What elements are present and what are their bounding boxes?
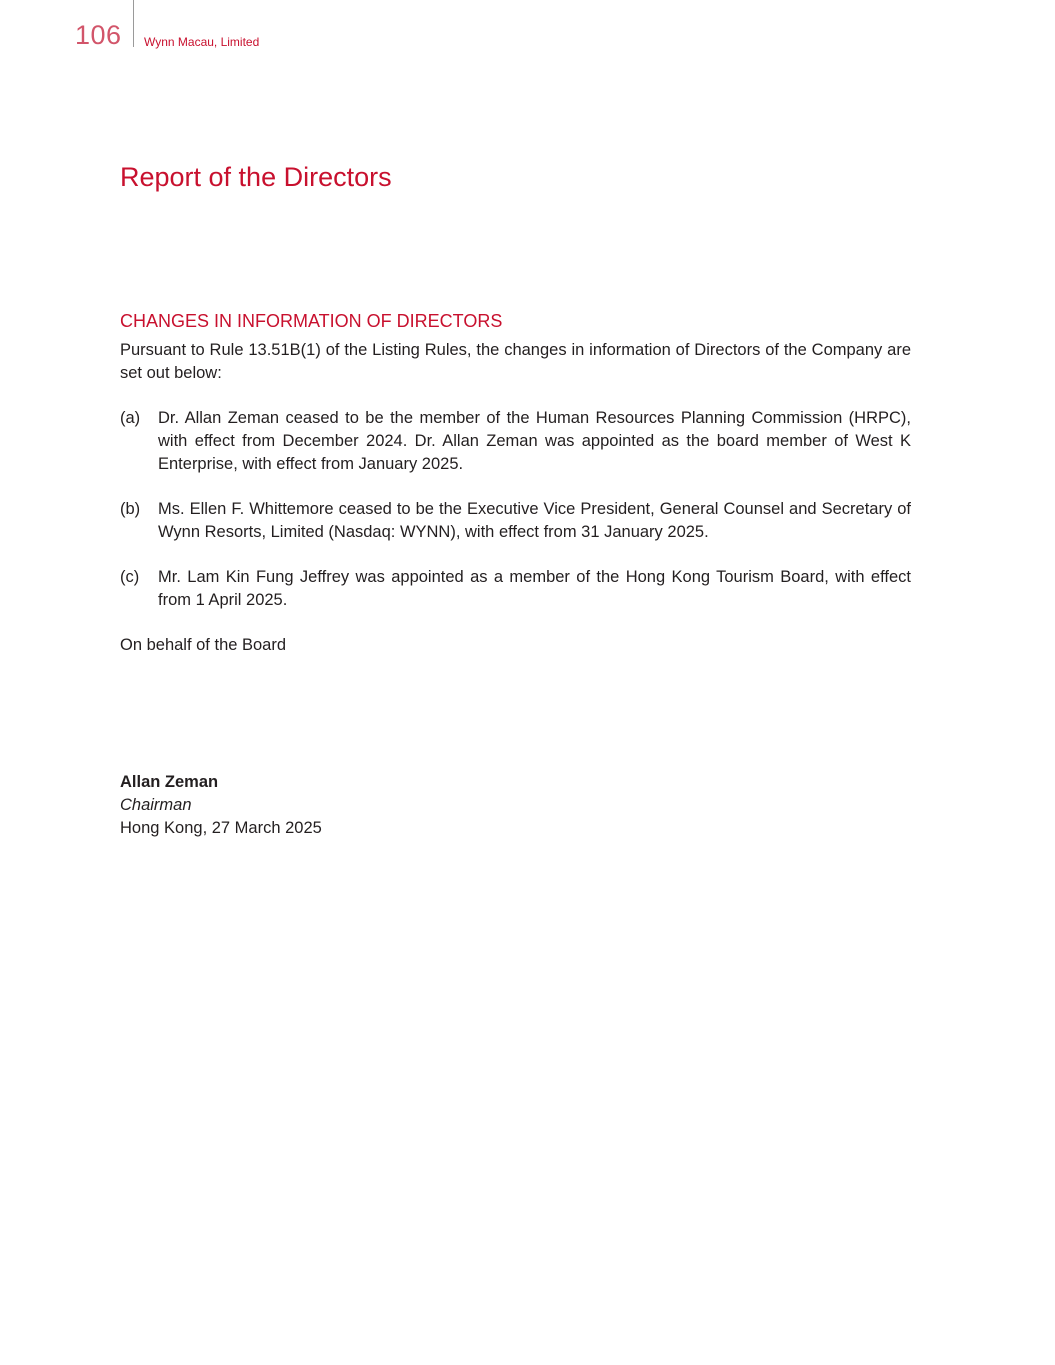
intro-paragraph: Pursuant to Rule 13.51B(1) of the Listing Rules, the changes in information of Directors of the Company are set out below: — [120, 341, 911, 382]
changes-list — [120, 407, 911, 612]
company-name: Wynn Macau, Limited — [144, 35, 260, 49]
list-item — [120, 407, 911, 476]
directors-changes-section — [120, 309, 911, 657]
place-and-date: Hong Kong, 27 March 2025 — [120, 819, 322, 837]
page-number: 106 — [75, 20, 122, 50]
section-heading: CHANGES IN INFORMATION OF DIRECTORS — [120, 311, 503, 331]
list-item — [120, 498, 911, 544]
signatory-name: Allan Zeman — [120, 773, 219, 791]
signature-block — [120, 771, 322, 840]
list-item-text: Ms. Ellen F. Whittemore ceased to be the Executive Vice President, General Counsel and Secretary of Wynn Resorts, Limited (Nasdaq: WYNN), with effect from 31 January 2025. — [158, 500, 911, 541]
signatory-title: Chairman — [120, 796, 192, 814]
header-divider — [133, 0, 134, 47]
list-item-marker: (c) — [120, 568, 140, 586]
list-item-text: Dr. Allan Zeman ceased to be the member of the Human Resources Planning Commission (HRPC), with effect from December 2024. Dr. Allan Zeman was appointed as the board member of West K Enterprise, with effect from January 2025. — [158, 409, 911, 473]
list-item — [120, 566, 911, 612]
on-behalf-line: On behalf of the Board — [120, 636, 287, 654]
list-item-marker: (a) — [120, 409, 141, 427]
list-item-marker: (b) — [120, 500, 141, 518]
page-header — [0, 0, 1055, 60]
list-item-text: Mr. Lam Kin Fung Jeffrey was appointed as a member of the Hong Kong Tourism Board, with effect from 1 April 2025. — [158, 568, 911, 609]
page-title: Report of the Directors — [120, 162, 392, 192]
